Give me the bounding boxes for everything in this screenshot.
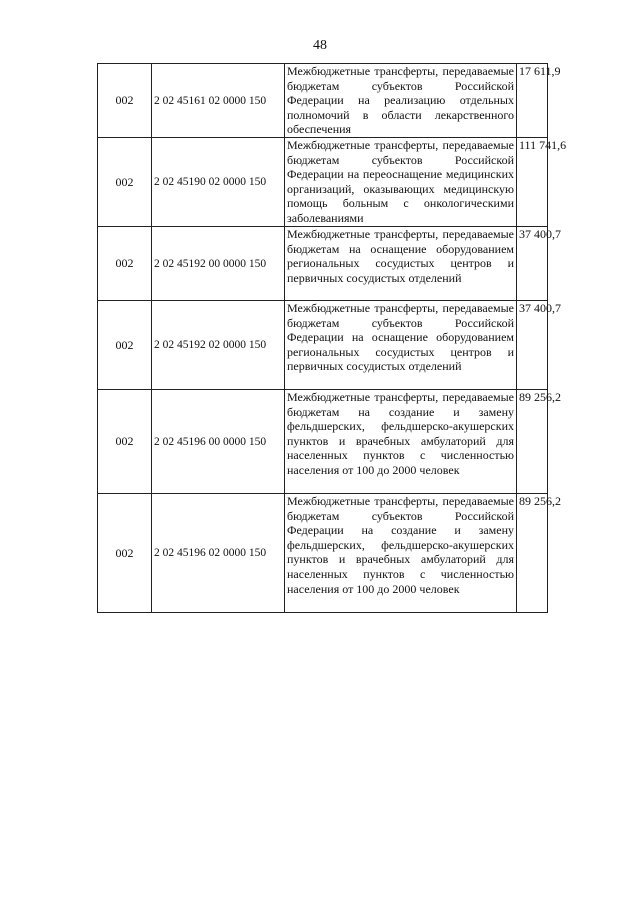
admin-code-cell: 002 [98,494,152,613]
budget-code-cell: 2 02 45161 02 0000 150 [152,64,285,138]
budget-code-cell: 2 02 45190 02 0000 150 [152,138,285,227]
amount-cell: 111 741,6 [517,138,548,227]
table-row [98,494,548,613]
admin-code-cell: 002 [98,138,152,227]
amount-cell: 37 400,7 [517,227,548,301]
page-number: 48 [313,38,327,53]
description-cell: Межбюджетные трансферты, передаваемые бюджетам субъектов Российской Федерации на создание и замену фельдшерских, фельдшерско-акушерских пунктов и врачебных амбулаторий для населенных пунктов с численностью населения от 100 до 2000 человек [285,494,517,613]
admin-code-cell: 002 [98,301,152,390]
table-row [98,390,548,494]
table-row [98,138,548,227]
amount-cell: 17 611,9 [517,64,548,138]
description-cell: Межбюджетные трансферты, передаваемые бюджетам субъектов Российской Федерации на переоснащение медицинских организаций, оказывающих медицинскую помощь больным с онкологическими заболеваниями [285,138,517,227]
description-cell: Межбюджетные трансферты, передаваемые бюджетам на создание и замену фельдшерских, фельдшерско-акушерских пунктов и врачебных амбулаторий для населенных пунктов с численностью населения от 100 до 2000 человек [285,390,517,494]
table-row [98,301,548,390]
description-cell: Межбюджетные трансферты, передаваемые бюджетам субъектов Российской Федерации на реализацию отдельных полномочий в области лекарственного обеспечения [285,64,517,138]
amount-cell: 89 256,2 [517,494,548,613]
admin-code-cell: 002 [98,390,152,494]
table-row [98,227,548,301]
admin-code-cell: 002 [98,64,152,138]
budget-code-cell: 2 02 45192 02 0000 150 [152,301,285,390]
budget-code-cell: 2 02 45196 02 0000 150 [152,494,285,613]
amount-cell: 89 256,2 [517,390,548,494]
description-cell: Межбюджетные трансферты, передаваемые бюджетам на оснащение оборудованием региональных сосудистых центров и первичных сосудистых отделений [285,227,517,301]
amount-cell: 37 400,7 [517,301,548,390]
admin-code-cell: 002 [98,227,152,301]
budget-table [97,63,567,613]
budget-code-cell: 2 02 45192 00 0000 150 [152,227,285,301]
table-row [98,64,548,138]
description-cell: Межбюджетные трансферты, передаваемые бюджетам субъектов Российской Федерации на оснащение оборудованием региональных сосудистых центров и первичных сосудистых отделений [285,301,517,390]
budget-code-cell: 2 02 45196 00 0000 150 [152,390,285,494]
